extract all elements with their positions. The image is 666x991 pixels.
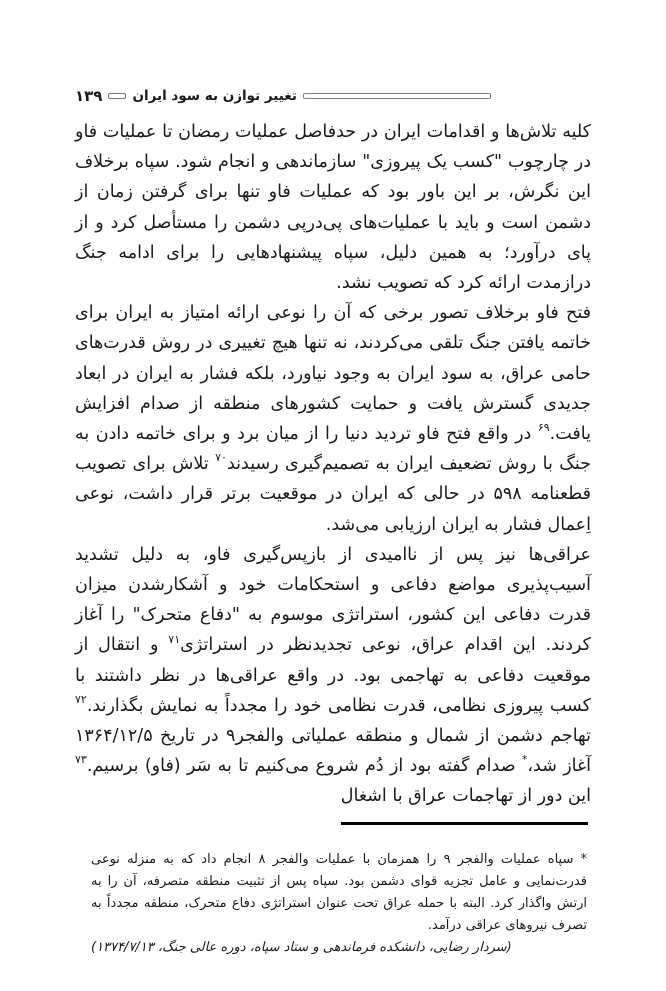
footnote-asterisk-marker: * [580,852,588,867]
body-paragraph: کلیه تلاش‌ها و اقدامات ایران در حدفاصل عملیات رمضان تا عملیات فاو در چارچوب "کسب یک پیروزی" سازماندهی و انجام شود. سپاه برخلاف این نگرش، بر این باور بود که عملیات فاو تنها برای گرفتن زمان از دشمن است و باید با عملیات‌های پی‌درپی دشمن را مستأصل کرد و از پای درآورد؛ به همین دلیل، سپاه پیشنهادهایی را برای ادامه جنگ درازمدت ارائه کرد که تصویب نشد. [75,122,591,294]
running-header [75,86,491,106]
endnote-reference: ۶۹ [537,421,550,435]
body-paragraph: فتح فاو برخلاف تصور برخی که آن را نوعی ارائه امتیاز به ایران برای خاتمه یافتن جنگ تلقی می‌کردند، نه تنها هیچ تغییری در روش قدرت‌های حامی عراق، به سود ایران به وجود نیاورد، بلکه فشار به ایران در ابعاد جدیدی گسترش یافت و حمایت کشورهای منطقه از صدام افزایش یافت.$^{۶۹}$ در واقع فتح فاو تردید دنیا را از میان برد و برای خاتمه دادن به جنگ با روش تضعیف ایران به تصمیم‌گیری رسیدند$^{۷۰}$ تلاش برای تصویب قطعنامه ۵۹۸ در حالی که ایران در موقعیت برتر قرار داشت، نوعی اِعمال فشار به ایران ارزیابی می‌شد. [75,303,591,535]
footnote-text: سپاه عملیات والفجر ۹ را همزمان با عملیات والفجر ۸ انجام داد که به منزله نوعی قدرت‌نمایی و عامل تجزیه قوای دشمن بود. سپاه پس از تثبیت منطقه متصرفه، آن را به ارتش واگذار کرد. البته با حمله عراق تحت عنوان استراتژی دفاع متحرک، منطقه مجدداً به تصرف نیروهای عراقی درآمد. [91,852,587,933]
footnote-citation: (سردار رضایی، دانشکده فرماندهی و ستاد سپاه، دوره عالی جنگ، ۱۳۷۴/۷/۱۳) [91,940,512,955]
footnote-text-line [91,849,587,937]
endnote-reference: ۷۳ [75,753,87,767]
endnote-reference: ۷۰ [215,451,227,465]
endnote-reference: ۷۲ [75,693,87,707]
header-ornament-short-rule [108,93,126,99]
header-ornament-long-rule [303,93,491,99]
page-number: ۱۳۹ [75,87,103,105]
footnote-separator-rule [341,822,588,825]
chapter-title: تغییر توازن به سود ایران [132,88,297,104]
body-paragraph: عراقی‌ها نیز پس از ناامیدی از بازپس‌گیری فاو، به دلیل تشدید آسیب‌پذیری مواضع دفاعی و استحکامات خود و آشکارشدن میزان قدرت دفاعی این کشور، استراتژی موسوم به "دفاع متحرک" را آغاز کردند. این اقدام عراق، نوعی تجدیدنظر در استراتژی$^{۷۱}$ و انتقال از موقعیت دفاعی به تهاجمی بود. در واقع عراقی‌ها در نظر داشتند با کسب پیروزی نظامی، قدرت نظامی خود را مجدداً به نمایش بگذارند.$^{۷۲}$ تهاجم دشمن از شمال و منطقه عملیاتی والفجر۹ در تاریخ ۱۳۶۴/۱۲/۵ آغاز شد،* صدام گفته بود از دُم شروع می‌کنیم تا به سَر (فاو) برسیم.$^{۷۳}$ این دور از تهاجمات عراق با اشغال [75,544,591,807]
endnote-reference: ۷۱ [168,632,181,646]
body-text [75,117,591,807]
footnote-block [91,849,588,955]
endnote-reference: * [521,753,528,767]
